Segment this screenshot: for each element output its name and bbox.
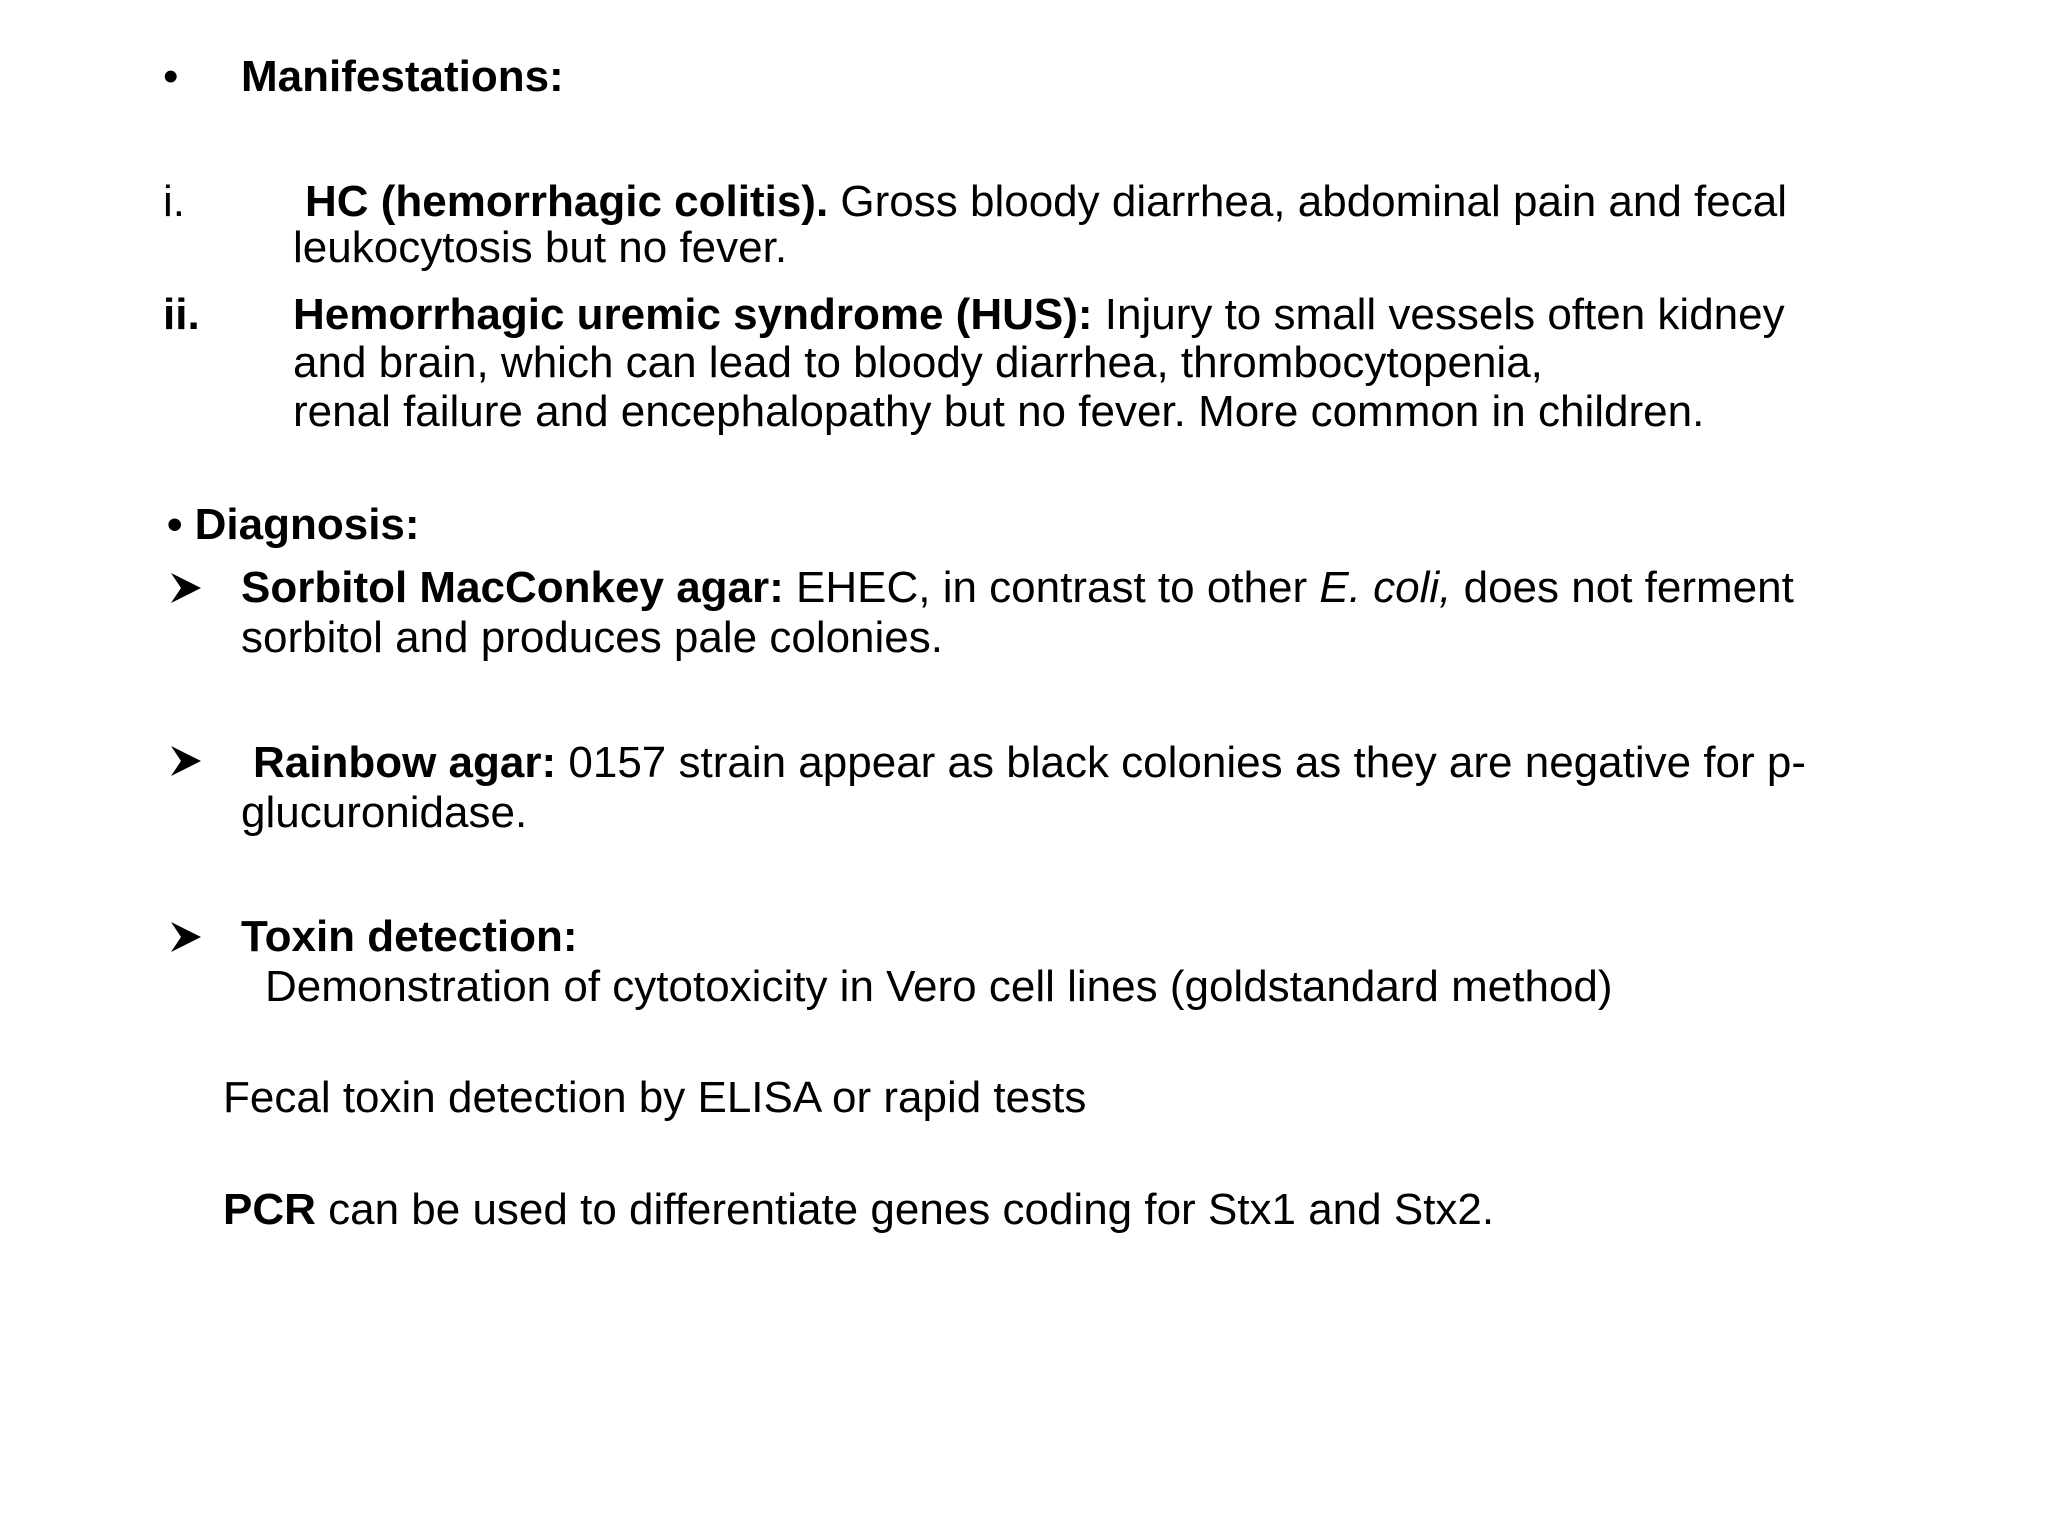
pcr-title: PCR [223, 1185, 316, 1234]
item-ii-text: Injury to small vessels often kidney [1092, 290, 1785, 339]
item-i-line-2: leukocytosis but no fever. [293, 223, 788, 272]
item-ii-title: Hemorrhagic uremic syndrome (HUS): [293, 290, 1093, 339]
sorbitol-italic: E. coli, [1319, 563, 1452, 612]
item-ii-line-3: renal failure and encephalopathy but no fever. More common in children. [293, 387, 1705, 436]
item-ii-line-1 [293, 290, 1785, 340]
diagnosis-heading: • Diagnosis: [167, 500, 420, 549]
fecal-line: Fecal toxin detection by ELISA or rapid tests [223, 1073, 1087, 1122]
item-i-line-1 [305, 177, 1787, 227]
pcr-text: can be used to differentiate genes coding for Stx1 and Stx2. [315, 1185, 1495, 1234]
pcr-line [223, 1185, 1494, 1235]
arrow-bullet-icon [167, 736, 207, 786]
sorbitol-line-1 [241, 563, 1794, 613]
sorbitol-title: Sorbitol MacConkey agar: [241, 563, 784, 612]
item-i-title: HC (hemorrhagic colitis). [305, 177, 829, 226]
item-i-text: Gross bloody diarrhea, abdominal pain and fecal [828, 177, 1787, 226]
rainbow-text: 0157 strain appear as black colonies as they are negative for p- [556, 738, 1807, 787]
manifestations-heading: Manifestations: [241, 52, 564, 101]
sorbitol-text-b: does not ferment [1451, 563, 1794, 612]
arrow-bullet-icon [167, 912, 207, 962]
item-i-marker: i. [163, 177, 185, 226]
item-ii-marker: ii. [163, 290, 200, 339]
rainbow-title: Rainbow agar: [253, 738, 557, 787]
rainbow-line-2: glucuronidase. [241, 788, 528, 837]
rainbow-line-1 [253, 738, 1806, 788]
toxin-line-2: Demonstration of cytotoxicity in Vero cell lines (goldstandard method) [265, 962, 1613, 1011]
manifestations-bullet: • [163, 52, 179, 101]
arrow-bullet-icon [167, 563, 207, 613]
sorbitol-line-2: sorbitol and produces pale colonies. [241, 613, 944, 662]
toxin-title: Toxin detection: [241, 912, 578, 961]
sorbitol-text-a: EHEC, in contrast to other [783, 563, 1320, 612]
item-ii-line-2: and brain, which can lead to bloody diarrhea, thrombocytopenia, [293, 338, 1543, 387]
